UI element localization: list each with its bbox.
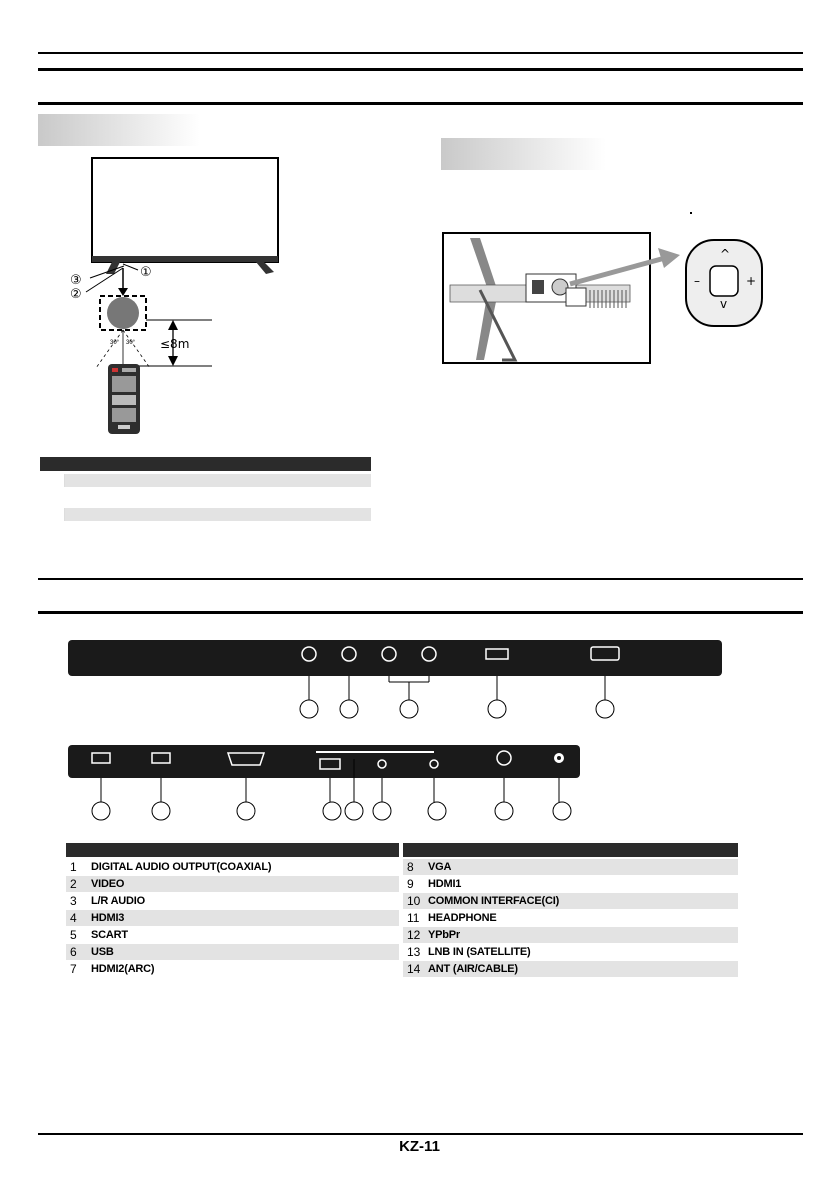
conn-row-2 — [66, 876, 399, 892]
side-panel-ports — [68, 640, 728, 730]
conn-num: 2 — [70, 877, 77, 891]
conn-label: L/R AUDIO — [91, 895, 146, 907]
remote-table-row-2 — [40, 508, 371, 521]
conn-num: 13 — [407, 945, 421, 959]
conn-num: 12 — [407, 928, 421, 942]
remote-table-cell-2 — [40, 508, 65, 521]
conn-label: YPbPr — [428, 929, 461, 941]
port-usb — [92, 753, 110, 763]
tv-screen — [92, 158, 278, 262]
angle-right: 30° — [126, 340, 136, 346]
conn-label: VIDEO — [91, 878, 125, 890]
conn-num: 6 — [70, 945, 77, 959]
conn-label: HDMI2(ARC) — [91, 963, 155, 975]
conn-num: 3 — [70, 894, 77, 908]
angle-left: 30° — [110, 340, 120, 346]
conn-row-13 — [403, 944, 738, 960]
remote-table-row-1 — [40, 474, 371, 487]
ir-sensor — [107, 297, 139, 329]
conn-row-5 — [66, 927, 399, 943]
conn-label: ANT (AIR/CABLE) — [428, 963, 518, 975]
conn-row-3 — [66, 893, 399, 909]
conn-label: LNB IN (SATELLITE) — [428, 946, 531, 958]
conn-row-4 — [66, 910, 399, 926]
conn-row-9 — [403, 876, 738, 892]
conn-num: 10 — [407, 894, 421, 908]
control-dot — [690, 212, 692, 214]
top-rule-2 — [38, 68, 803, 71]
tv-control-diagram — [440, 230, 770, 365]
port-lnb — [497, 751, 511, 765]
remote-heading-bar — [38, 114, 200, 146]
conn-row-12 — [403, 927, 738, 943]
conn-row-1 — [66, 859, 399, 875]
conn-num: 8 — [407, 860, 414, 874]
svg-text:–: – — [694, 274, 700, 288]
remote-range-diagram — [60, 150, 360, 440]
conn-label: HEADPHONE — [428, 912, 497, 924]
conn-label: DIGITAL AUDIO OUTPUT(COAXIAL) — [91, 861, 272, 873]
port-hdmi2 — [152, 753, 170, 763]
port-headphone — [302, 647, 316, 661]
remote-control — [108, 364, 140, 434]
rear-panel-ports — [68, 745, 588, 825]
conn-row-8 — [403, 859, 738, 875]
remote-table-cell-1 — [40, 474, 65, 487]
svg-text:v: v — [720, 297, 728, 311]
port-hdmi-side — [486, 649, 508, 659]
conn-num: 1 — [70, 860, 77, 874]
conn-num: 5 — [70, 928, 77, 942]
control-heading-bar — [441, 138, 606, 170]
conn-num: 14 — [407, 962, 421, 976]
page-number: KZ-11 — [399, 1138, 440, 1155]
conn-row-10 — [403, 893, 738, 909]
callout-2: ② — [70, 287, 82, 302]
port-video — [342, 647, 356, 661]
conn-row-7 — [66, 961, 399, 977]
port-scart — [591, 647, 619, 660]
port-headphone-rear — [430, 760, 438, 768]
distance-label: ≤8m — [160, 337, 190, 351]
joystick — [686, 240, 762, 326]
conn-num: 7 — [70, 962, 77, 976]
svg-text:+: + — [746, 274, 757, 288]
port-ypbpr — [378, 760, 386, 768]
conn-label: HDMI1 — [428, 878, 462, 890]
conn-row-14 — [403, 961, 738, 977]
control-module — [532, 280, 544, 294]
tv-foot-right — [256, 262, 274, 274]
callout-3: ③ — [70, 273, 82, 288]
connections-left-header — [66, 843, 399, 857]
section-rule-3 — [38, 611, 803, 614]
conn-num: 9 — [407, 877, 414, 891]
conn-label: VGA — [428, 861, 452, 873]
conn-label: COMMON INTERFACE(CI) — [428, 895, 560, 907]
conn-row-6 — [66, 944, 399, 960]
conn-label: HDMI3 — [91, 912, 125, 924]
section-rule-2 — [38, 578, 803, 580]
conn-label: USB — [91, 946, 114, 958]
top-rule-1 — [38, 52, 803, 54]
connections-right-header — [403, 843, 738, 857]
port-audio-r — [422, 647, 436, 661]
svg-text:^: ^ — [720, 247, 731, 261]
section-rule-1 — [38, 102, 803, 105]
callout-1: ① — [140, 265, 152, 280]
port-audio-l — [382, 647, 396, 661]
port-vga — [228, 753, 264, 765]
conn-num: 11 — [407, 911, 420, 925]
port-hdmi1 — [320, 759, 340, 769]
remote-table-header — [40, 457, 371, 471]
conn-label: SCART — [91, 929, 128, 941]
bottom-rule — [38, 1133, 803, 1135]
conn-num: 4 — [70, 911, 77, 925]
conn-row-11 — [403, 910, 738, 926]
